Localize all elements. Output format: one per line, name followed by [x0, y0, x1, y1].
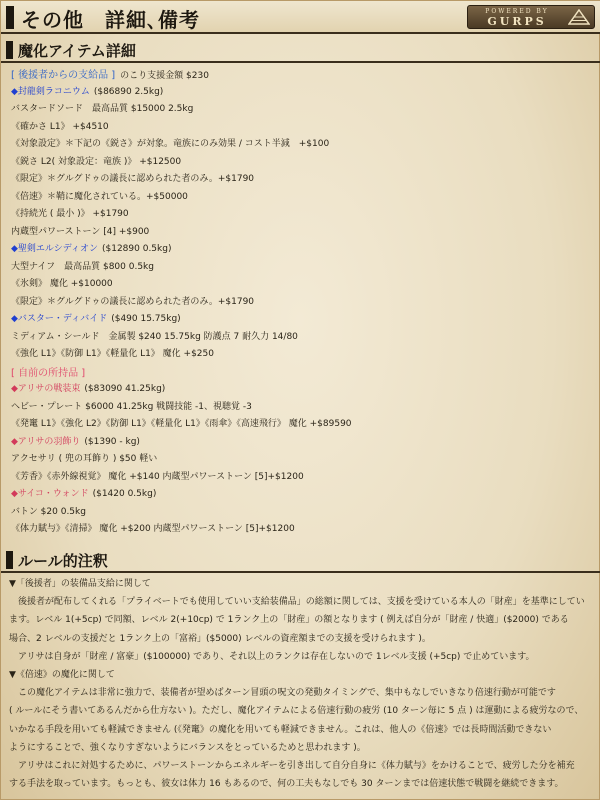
item-name: ◆封龍剣ラコニウム — [11, 86, 90, 97]
gurps-logo: POWERED BY GURPS — [467, 5, 595, 29]
rule-paragraph-line: アリサは自身が「財産 / 富豪」($100000) であり、それ以上のランクは存在しないので 1レベル支援 (+5cp) で止めています。 — [9, 651, 535, 662]
item-name: ◆聖剣エルシディオン — [11, 244, 98, 254]
page-header — [1, 1, 600, 34]
rule-heading: ▼「後援者」の装備品支給に関して — [9, 579, 151, 589]
item-detail: アクセサリ ( 兜の耳飾り ) $50 軽い — [11, 454, 158, 464]
item-cost-weight: ($83090 41.25kg) — [84, 384, 166, 394]
item-detail: 《持続光 ( 最小 )》 +$1790 — [11, 209, 129, 219]
rule-paragraph-line: する手法を取っています。もっとも、彼女は体力 16 もあるので、何の工夫もなしでも 30 ターンまでは倍速状態で戦闘を継続できます。 — [9, 779, 564, 790]
section-title: 魔化アイテム詳細 — [18, 42, 136, 60]
rule-heading: ▼《倍速》の魔化に関して — [9, 670, 115, 680]
rule-paragraph-line: この魔化アイテムは非常に強力で、装備者が望めばターン冒頭の呪文の発動タイミングで、集中もなしでいきなり倍速行動が可能です — [9, 688, 556, 699]
item-heading — [11, 381, 165, 394]
item-name: ◆バスター・ディバイド — [11, 314, 108, 324]
item-detail: 大型ナイフ 最高品質 $800 0.5kg — [11, 261, 154, 272]
item-detail: 《芳香》《赤外線視覚》 魔化 +$140 内蔵型パワーストーン [5]+$1200 — [11, 471, 304, 482]
item-cost-weight: ($490 15.75kg) — [111, 314, 181, 324]
rule-paragraph-line: 後援者が配布してくれる「プライベートでも使用していい支給装備品」の総額に関しては、支援を受けている本人の「財産」を基準にしてい — [9, 597, 585, 608]
item-heading — [11, 434, 140, 447]
pyramid-icon — [568, 9, 590, 25]
item-detail: 《氷剣》 魔化 +$10000 — [11, 279, 113, 289]
subsection-label — [11, 364, 85, 379]
subsection-title: [ 自前の所持品 ] — [11, 367, 86, 379]
rule-paragraph-line: 場合、2 レベルの支援だと 1ランク上の「富裕」($5000) レベルの資産額までの支援を受けられます )。 — [9, 633, 431, 644]
item-heading — [11, 241, 171, 254]
page-title: その他 詳細､備考 — [21, 8, 200, 32]
item-detail: バスタードソード 最高品質 $15000 2.5kg — [11, 104, 194, 114]
item-name: ◆アリサの羽飾り — [11, 436, 81, 447]
item-cost-weight: ($1420 0.5kg) — [92, 489, 157, 499]
item-heading — [11, 486, 156, 499]
subsection-label — [11, 66, 209, 81]
item-detail: 《鋭さ L2( 対象設定：竜族 )》 +$12500 — [11, 156, 182, 167]
item-detail: 《限定》＊グルグドゥの議長に認められた者のみ。+$1790 — [11, 174, 255, 184]
section-marker — [6, 551, 13, 569]
item-detail: 《対象設定》＊下記の《鋭さ》が対象。竜族にのみ効果 / コスト半減 +$100 — [11, 139, 330, 149]
item-cost-weight: ($1390 - kg) — [84, 436, 140, 447]
item-detail: 内蔵型パワーストーン [4] +$900 — [11, 226, 150, 237]
rule-paragraph-line: ようにすることで、強くなりすぎないようにバランスをとっているためと思われます )。 — [9, 742, 366, 753]
item-name: ◆アリサの戦装束 — [11, 384, 81, 394]
item-name: ◆サイコ・ウォンド — [11, 489, 89, 499]
rule-paragraph-line: ( ルールにそう書いてあるんだから仕方ない )。ただし、魔化アイテムによる倍速行動の疲労 (10 ターン毎に 5 点 ) は運動による疲労なので、 — [9, 706, 584, 717]
section-marker — [6, 41, 13, 59]
item-heading — [11, 311, 181, 324]
item-detail: バトン $20 0.5kg — [11, 506, 86, 517]
item-heading — [11, 84, 163, 97]
item-detail: 《体力賦与》《清掃》 魔化 +$200 内蔵型パワーストーン [5]+$1200 — [11, 524, 295, 534]
item-detail: 《発竃 L1》《強化 L2》《防御 L1》《軽量化 L1》《雨傘》《高速飛行》 魔化 +$89590 — [11, 419, 352, 429]
section-header-magic — [1, 39, 600, 63]
item-detail: 《倍速》＊鞘に魔化されている。+$50000 — [11, 191, 188, 202]
item-detail: 《強化 L1》《防御 L1》《軽量化 L1》 魔化 +$250 — [11, 349, 214, 359]
item-detail: ミディアム・シールド 金属製 $240 15.75kg 防護点 7 耐久力 14/80 — [11, 331, 298, 342]
item-detail: ヘビー・プレート $6000 41.25kg 戦闘技能 -1、視聴覚 -3 — [11, 401, 252, 412]
rule-paragraph-line: いかなる手段を用いても軽減できません (《発竃》の魔化を用いても軽減できません。これは、他人の《倍速》では長時間活動できない — [9, 724, 552, 735]
rule-paragraph-line: アリサはこれに対処するために、パワーストーンからエネルギーを引き出して自分自身に《体力賦与》をかけることで、疲労した分を補充 — [9, 761, 575, 771]
section-title: ルール的注釈 — [18, 552, 108, 570]
item-detail: 《確かさ L1》 +$4510 — [11, 121, 109, 132]
remaining-budget: のこり支援金額 $230 — [120, 71, 209, 81]
item-cost-weight: ($12890 0.5kg) — [101, 244, 172, 254]
item-detail: 《限定》＊グルグドゥの議長に認められた者のみ。+$1790 — [11, 296, 255, 307]
rule-paragraph-line: ます。レベル 1(+5cp) で同額、レベル 2(+10cp) で 1ランク上の「財産」の額となります ( 例えば自分が「財産 / 快適」($2000) である — [9, 615, 569, 626]
header-marker — [6, 6, 14, 29]
item-cost-weight: ($86890 2.5kg) — [93, 86, 164, 97]
section-header-rules — [1, 549, 600, 573]
subsection-title: [ 後援者からの支給品 ] — [11, 70, 116, 81]
